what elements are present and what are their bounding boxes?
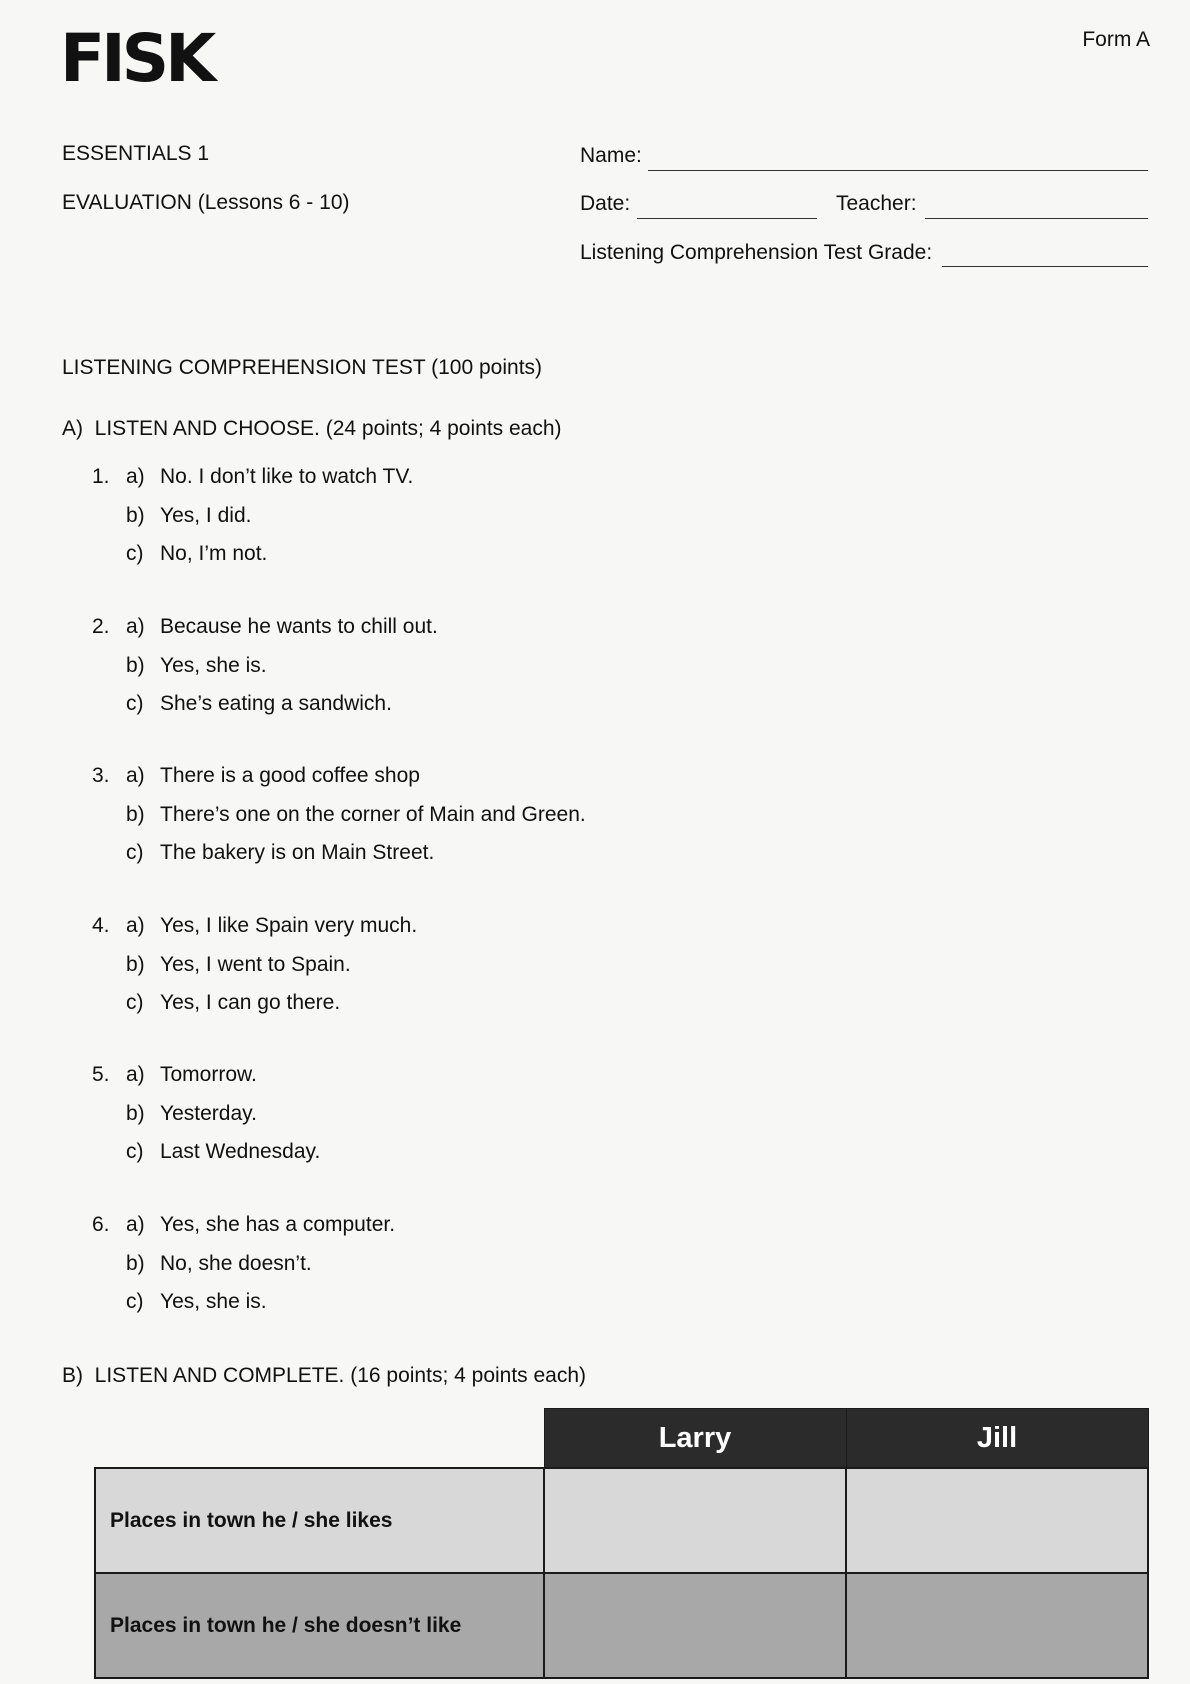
answer-option[interactable] — [92, 608, 438, 647]
option-text: No. I don’t like to watch TV. — [160, 465, 414, 488]
question-number: 3. — [92, 764, 110, 787]
option-text: The bakery is on Main Street. — [160, 841, 435, 864]
fisk-logo: FISK — [60, 20, 213, 97]
answer-option[interactable] — [92, 907, 417, 946]
answer-option[interactable] — [92, 1245, 395, 1284]
question-4 — [92, 907, 417, 1023]
section-a-title: A) LISTEN AND CHOOSE. (24 points; 4 points each) — [62, 417, 562, 440]
option-letter: c) — [126, 692, 144, 715]
name-label: Name: — [580, 144, 642, 167]
table-corner — [95, 1409, 544, 1469]
option-letter: b) — [126, 503, 145, 527]
teacher-field[interactable] — [925, 218, 1148, 219]
test-title: LISTENING COMPREHENSION TEST (100 points) — [62, 356, 543, 379]
answer-option[interactable] — [92, 796, 586, 835]
option-text: Because he wants to chill out. — [160, 615, 438, 638]
option-letter: a) — [126, 1063, 145, 1086]
option-letter: a) — [126, 465, 145, 488]
answer-option[interactable] — [92, 946, 417, 985]
answer-option[interactable] — [92, 1056, 320, 1095]
answer-option[interactable] — [92, 1095, 320, 1134]
answer-cell-larry-dislikes[interactable] — [544, 1573, 846, 1678]
option-text: Tomorrow. — [160, 1063, 257, 1086]
option-letter: c) — [126, 542, 144, 565]
answer-option[interactable] — [92, 984, 417, 1023]
option-letter: c) — [126, 1290, 144, 1313]
option-text: Yes, I did. — [160, 503, 252, 527]
column-header-jill: Jill — [846, 1409, 1148, 1469]
option-text: Yes, she is. — [160, 653, 267, 677]
option-letter: b) — [126, 1251, 145, 1275]
listen-complete-table — [94, 1408, 1149, 1679]
question-3 — [92, 757, 586, 873]
grade-label: Listening Comprehension Test Grade: — [580, 241, 933, 264]
option-text: No, she doesn’t. — [160, 1251, 312, 1275]
answer-option[interactable] — [92, 834, 586, 873]
row-label-dislikes: Places in town he / she doesn’t like — [95, 1573, 544, 1678]
option-letter: a) — [126, 1213, 145, 1236]
answer-option[interactable] — [92, 497, 413, 536]
option-letter: c) — [126, 841, 144, 864]
answer-cell-jill-likes[interactable] — [846, 1468, 1148, 1573]
option-text: Last Wednesday. — [160, 1140, 321, 1163]
course-title: ESSENTIALS 1 — [62, 142, 210, 165]
option-letter: b) — [126, 802, 145, 826]
option-letter: a) — [126, 764, 145, 787]
question-6 — [92, 1206, 395, 1322]
option-text: Yes, I like Spain very much. — [160, 914, 418, 937]
row-label-likes: Places in town he / she likes — [95, 1468, 544, 1573]
option-text: Yes, she has a computer. — [160, 1213, 396, 1236]
answer-option[interactable] — [92, 1206, 395, 1245]
section-b-title: B) LISTEN AND COMPLETE. (16 points; 4 points each) — [62, 1364, 587, 1387]
evaluation-title: EVALUATION (Lessons 6 - 10) — [62, 191, 350, 214]
option-letter: a) — [126, 615, 145, 638]
option-text: There is a good coffee shop — [160, 764, 420, 787]
question-number: 5. — [92, 1063, 110, 1086]
option-text: Yes, I went to Spain. — [160, 952, 351, 976]
answer-option[interactable] — [92, 685, 438, 724]
option-text: Yes, I can go there. — [160, 991, 341, 1014]
date-label: Date: — [580, 192, 631, 215]
option-text: No, I’m not. — [160, 542, 268, 565]
question-number: 1. — [92, 465, 110, 488]
option-letter: a) — [126, 914, 145, 937]
option-text: Yes, she is. — [160, 1290, 267, 1313]
option-text: Yesterday. — [160, 1101, 257, 1125]
date-field[interactable] — [637, 218, 817, 219]
answer-option[interactable] — [92, 535, 413, 574]
teacher-label: Teacher: — [836, 192, 917, 215]
answer-option[interactable] — [92, 757, 586, 796]
answer-option[interactable] — [92, 1133, 320, 1172]
option-letter: c) — [126, 991, 144, 1014]
answer-option[interactable] — [92, 647, 438, 686]
grade-field[interactable] — [942, 266, 1148, 267]
question-number: 6. — [92, 1213, 110, 1236]
question-5 — [92, 1056, 320, 1172]
question-1 — [92, 458, 413, 574]
option-text: There’s one on the corner of Main and Green. — [160, 802, 586, 826]
option-letter: b) — [126, 1101, 145, 1125]
option-text: She’s eating a sandwich. — [160, 692, 392, 715]
answer-option[interactable] — [92, 1283, 395, 1322]
option-letter: b) — [126, 952, 145, 976]
column-header-larry: Larry — [544, 1409, 846, 1469]
question-number: 4. — [92, 914, 110, 937]
answer-cell-jill-dislikes[interactable] — [846, 1573, 1148, 1678]
answer-cell-larry-likes[interactable] — [544, 1468, 846, 1573]
form-label: Form A — [1082, 28, 1150, 51]
answer-option[interactable] — [92, 458, 413, 497]
name-field[interactable] — [648, 170, 1148, 171]
option-letter: c) — [126, 1140, 144, 1163]
question-number: 2. — [92, 615, 110, 638]
table-row — [95, 1573, 1148, 1678]
question-2 — [92, 608, 438, 724]
option-letter: b) — [126, 653, 145, 677]
table-row — [95, 1468, 1148, 1573]
